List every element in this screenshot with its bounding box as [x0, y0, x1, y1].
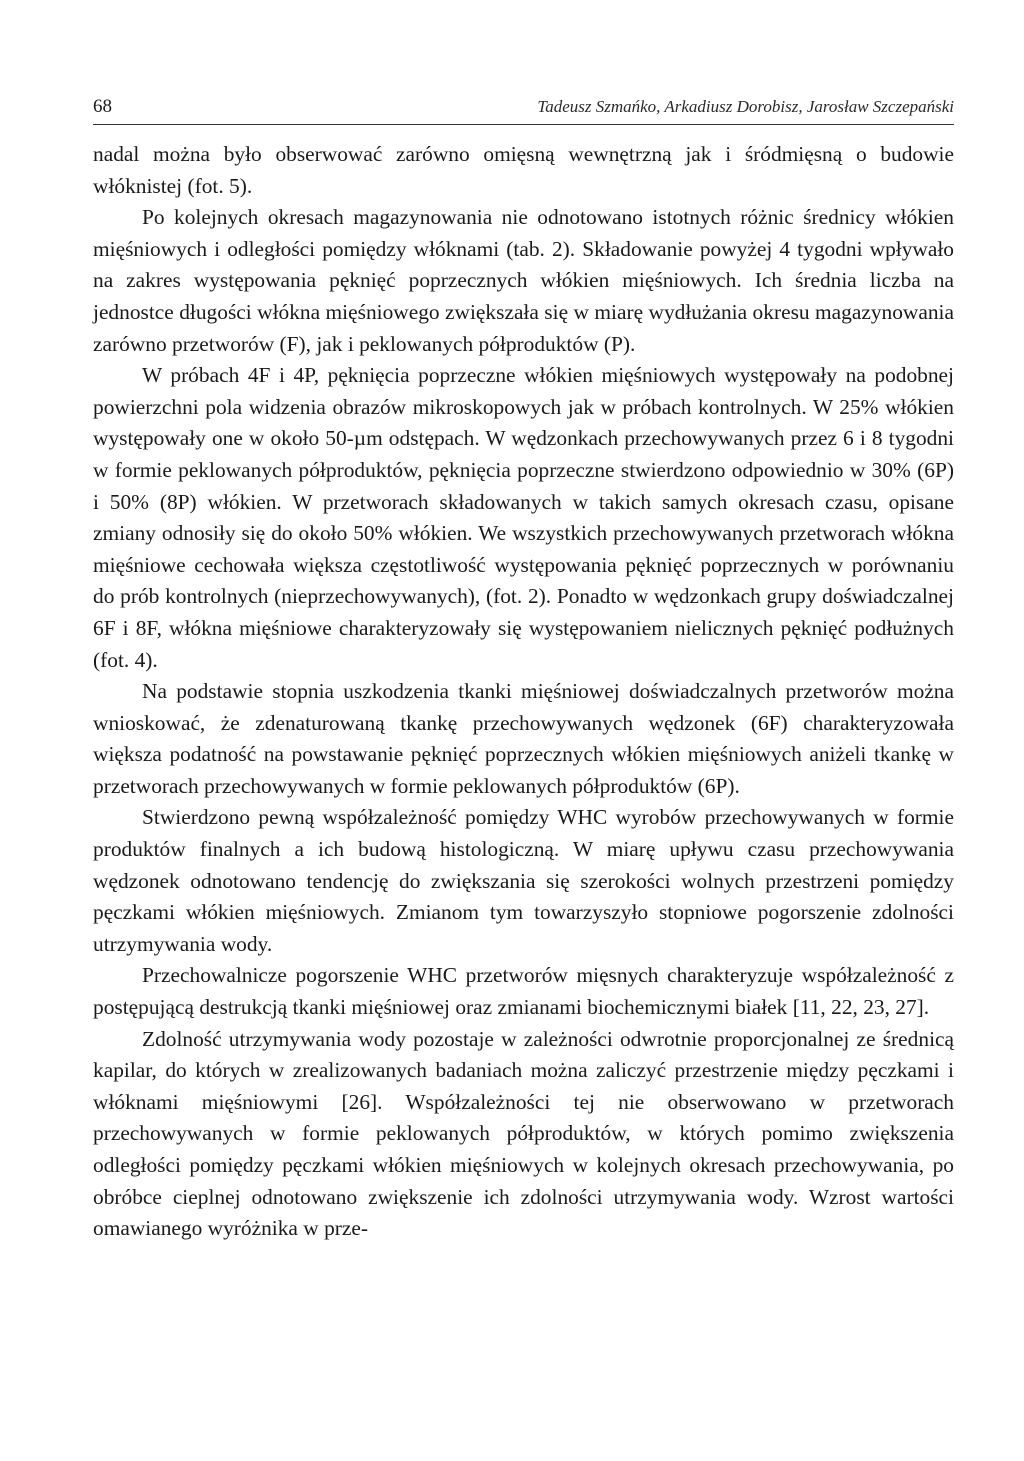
body-text: [93, 139, 954, 1245]
paragraph: nadal można było obserwować zarówno omięsną wewnętrzną jak i śródmięsną o budowie włóknistej (fot. 5).: [93, 142, 954, 198]
running-header: [93, 96, 954, 125]
running-header-authors: Tadeusz Szmańko, Arkadiusz Dorobisz, Jarosław Szczepański: [537, 97, 954, 116]
paragraph: Stwierdzono pewną współzależność pomiędzy WHC wyrobów przechowywanych w formie produktów finalnych a ich budową histologiczną. W miarę upływu czasu przechowywania wędzonek odnotowano tendencję do zwiększania się szerokości wolnych przestrzeni pomiędzy pęczkami włókien mięśniowych. Zmianom tym towarzyszyło stopniowe pogorszenie zdolności utrzymywania wody.: [93, 805, 954, 956]
paragraph: Zdolność utrzymywania wody pozostaje w zależności odwrotnie proporcjonalnej ze średnicą kapilar, do których w zrealizowanych badaniach można zaliczyć przestrzenie między pęczkami i włóknami mięśniowymi [26]. Współzależności tej nie obserwowano w przetworach przechowywanych w formie peklowanych półproduktów, w których pomimo zwiększenia odległości pomiędzy pęczkami włókien mięśniowych w kolejnych okresach przechowywania, po obróbce cieplnej odnotowano zwiększenie ich zdolności utrzymywania wody. Wzrost wartości omawianego wyróżnika w prze-: [93, 1026, 954, 1241]
paragraph: W próbach 4F i 4P, pęknięcia poprzeczne włókien mięśniowych występowały na podobnej powierzchni pola widzenia obrazów mikroskopowych jak w próbach kontrolnych. W 25% włókien występowały one w około 50-µm odstępach. W wędzonkach przechowywanych przez 6 i 8 tygodni w formie peklowanych półproduktów, pęknięcia poprzeczne stwierdzono odpowiednio w 30% (6P) i 50% (8P) włókien. W przetworach składowanych w takich samych okresach czasu, opisane zmiany odnosiły się do około 50% włókien. We wszystkich przechowywanych przetworach włókna mięśniowe cechowała większa częstotliwość występowania pęknięć poprzecznych w porównaniu do prób kontrolnych (nieprzechowywanych), (fot. 2). Ponadto w wędzonkach grupy doświadczalnej 6F i 8F, włókna mięśniowe charakteryzowały się występowaniem nielicznych pęknięć podłużnych (fot. 4).: [93, 363, 954, 672]
paragraph: Na podstawie stopnia uszkodzenia tkanki mięśniowej doświadczalnych przetworów można wnioskować, że zdenaturowaną tkankę przechowywanych wędzonek (6F) charakteryzowała większa podatność na powstawanie pęknięć poprzecznych włókien mięśniowych aniżeli tkankę w przetworach przechowywanych w formie peklowanych półproduktów (6P).: [93, 679, 954, 798]
paragraph: Przechowalnicze pogorszenie WHC przetworów mięsnych charakteryzuje współzależność z postępującą destrukcją tkanki mięśniowej oraz zmianami biochemicznymi białek [11, 22, 23, 27].: [93, 963, 954, 1020]
paragraph: Po kolejnych okresach magazynowania nie odnotowano istotnych różnic średnicy włókien mięśniowych i odległości pomiędzy włóknami (tab. 2). Składowanie powyżej 4 tygodni wpływało na zakres występowania pęknięć poprzecznych włókien mięśniowych. Ich średnia liczba na jednostce długości włókna mięśniowego zwiększała się w miarę wydłużania okresu magazynowania zarówno przetworów (F), jak i peklowanych półproduktów (P).: [93, 205, 954, 356]
document-page: [93, 96, 954, 1245]
page-number: 68: [93, 96, 112, 117]
